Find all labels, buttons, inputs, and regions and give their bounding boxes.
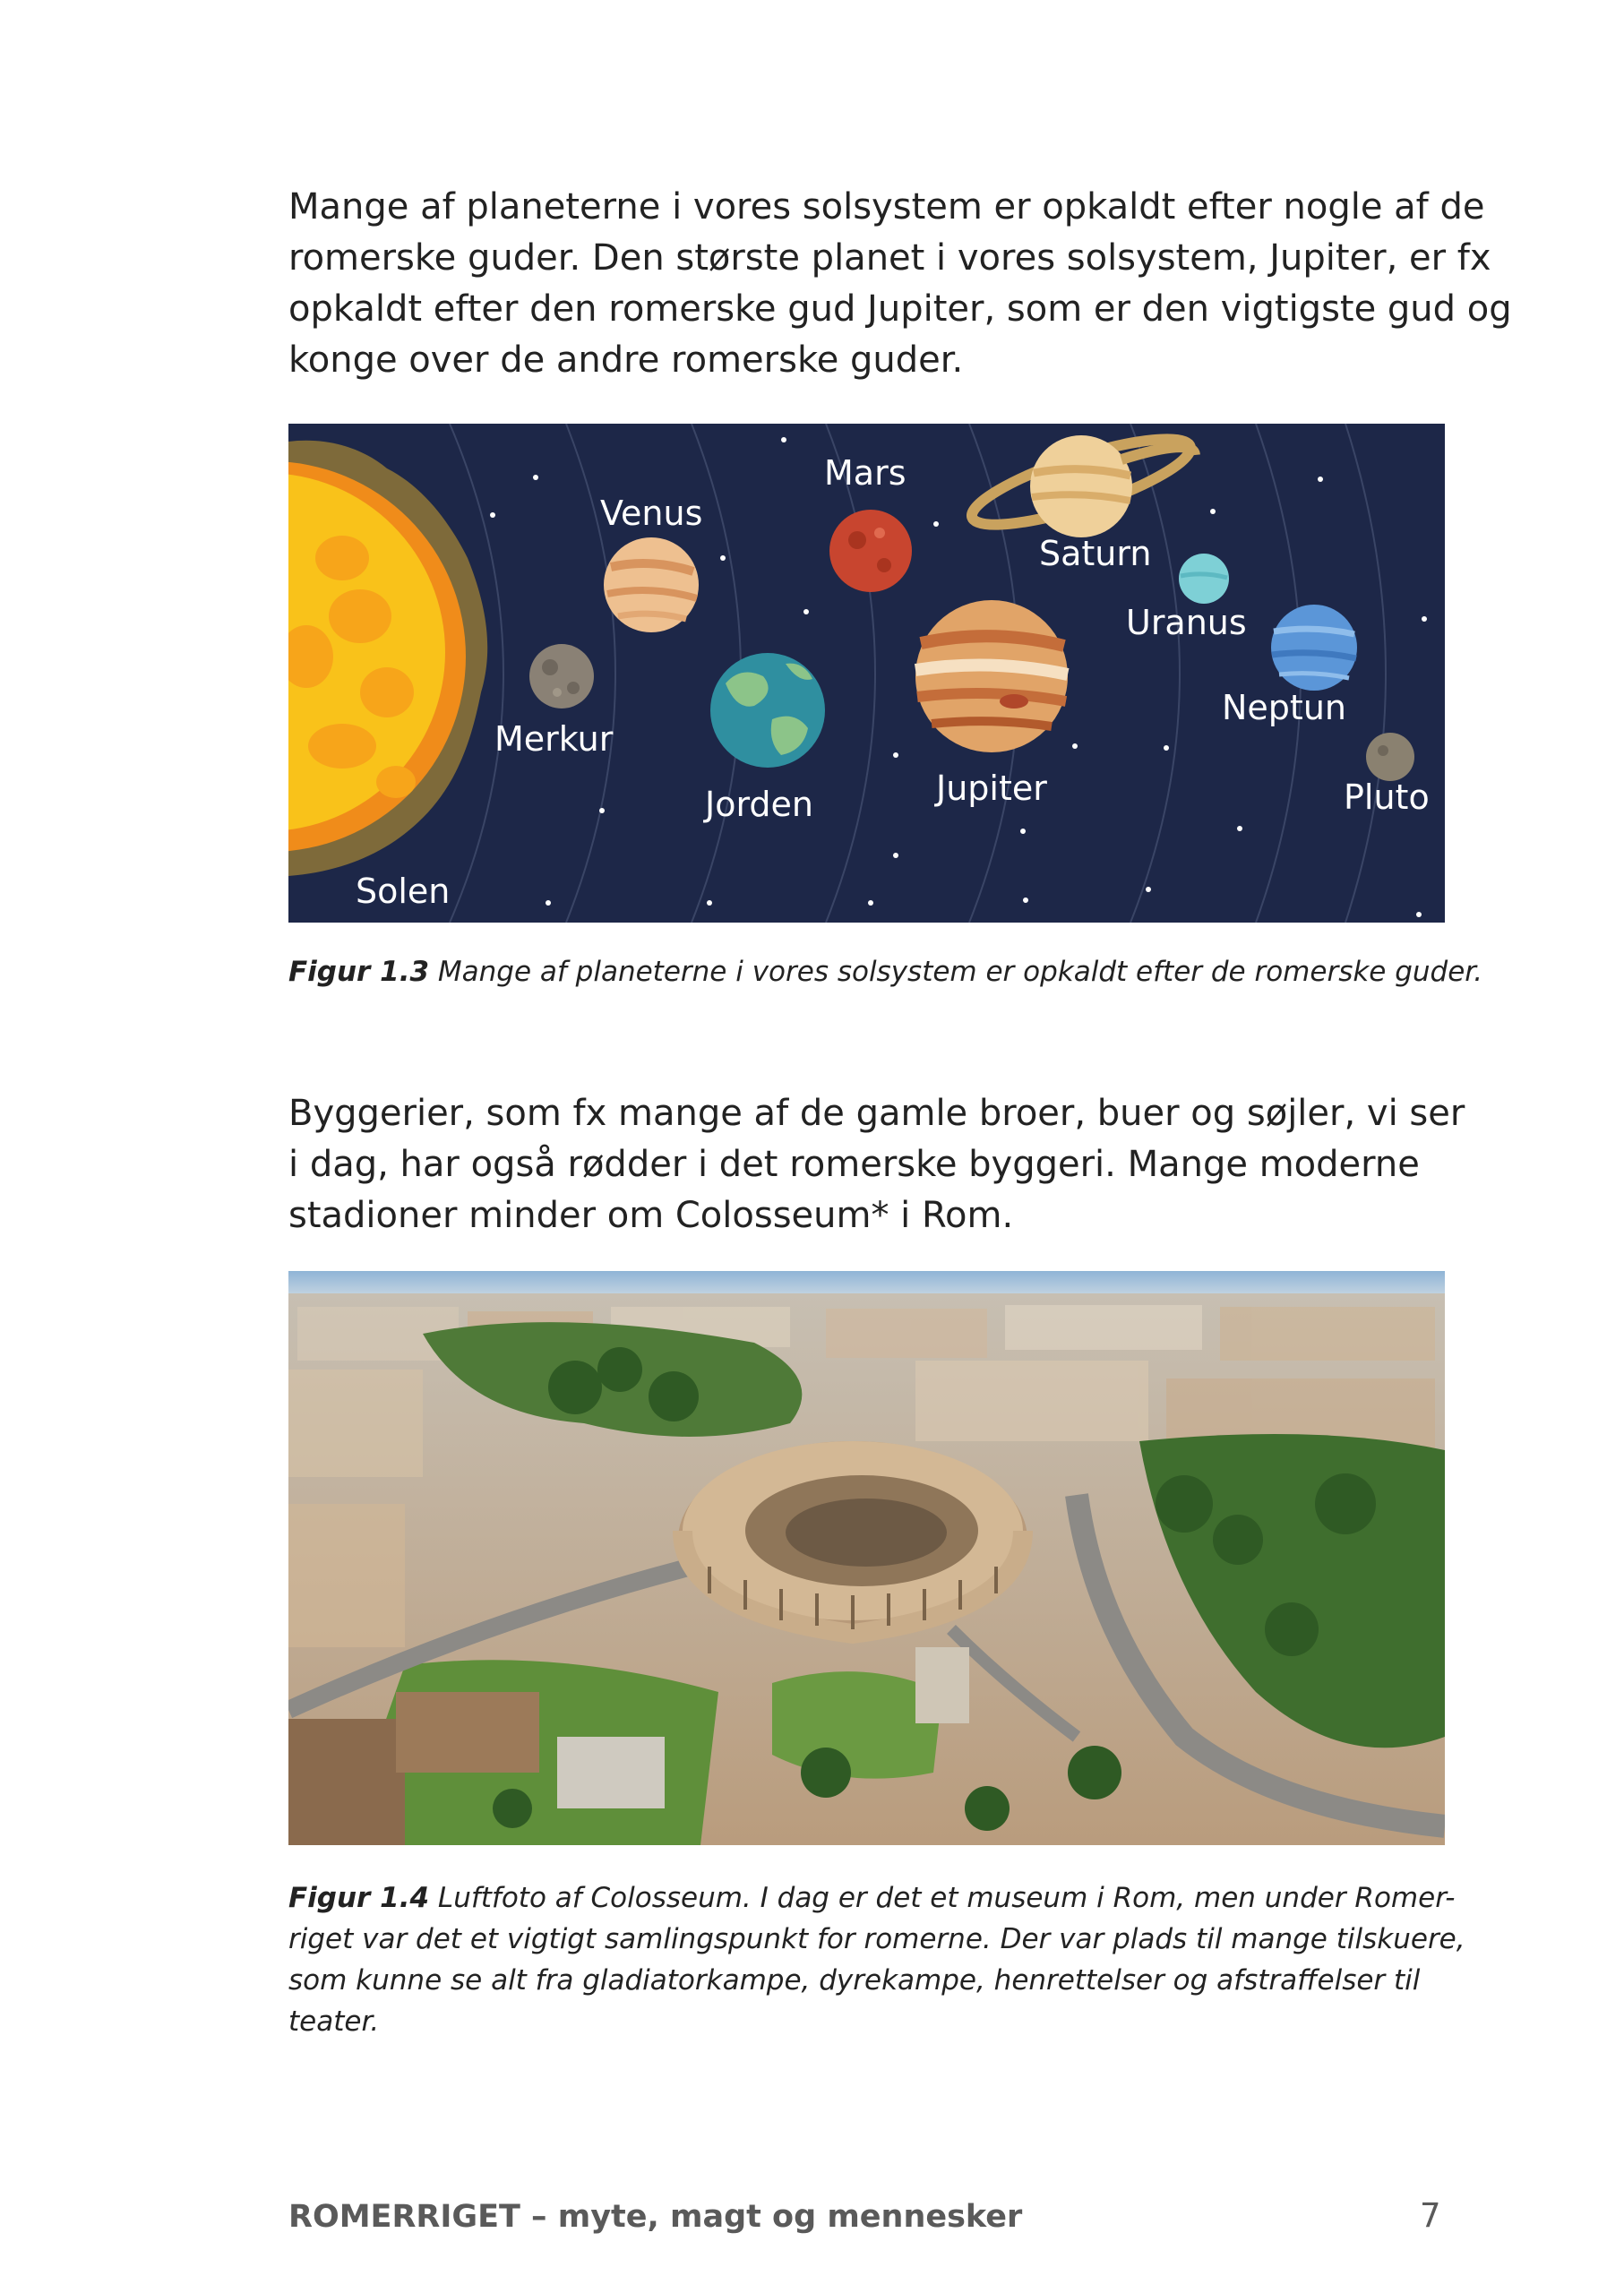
uranus-icon bbox=[1179, 554, 1229, 604]
paragraph-line: Byggerier, som fx mange af de gamle broer, buer og søjler, vi ser bbox=[288, 1093, 1465, 1134]
caption-label: Figur 1.4 bbox=[288, 1882, 430, 1914]
neptune-icon bbox=[1271, 605, 1357, 691]
figure-caption-1-3 bbox=[288, 951, 1483, 992]
label-venus: Venus bbox=[600, 494, 703, 533]
mars-icon bbox=[829, 510, 912, 592]
colosseum-photo-svg bbox=[288, 1271, 1445, 1845]
paragraph-line: stadioner minder om Colosseum* i Rom. bbox=[288, 1195, 1014, 1236]
solar-system-svg bbox=[288, 424, 1445, 923]
venus-icon bbox=[604, 537, 699, 632]
figure-caption-1-4 bbox=[288, 1877, 1465, 2042]
label-pluto: Pluto bbox=[1344, 777, 1430, 817]
label-mars: Mars bbox=[824, 453, 907, 493]
paragraph-line: i dag, har også rødder i det romerske byggeri. Mange moderne bbox=[288, 1144, 1420, 1185]
paragraph-line: konge over de andre romerske guder. bbox=[288, 339, 964, 381]
label-uranus: Uranus bbox=[1126, 603, 1247, 642]
mercury-icon bbox=[529, 644, 594, 709]
colosseum-aerial-photo bbox=[288, 1271, 1445, 1845]
paragraph-line: romerske guder. Den største planet i vores solsystem, Jupiter, er fx bbox=[288, 237, 1491, 279]
colosseum-icon bbox=[678, 1441, 1027, 1638]
pluto-icon bbox=[1366, 733, 1414, 781]
label-sun: Solen bbox=[356, 872, 451, 911]
body-paragraph-buildings bbox=[288, 1088, 1465, 1241]
solar-system-illustration bbox=[288, 424, 1445, 923]
label-mercury: Merkur bbox=[494, 719, 614, 759]
caption-text: riget var det et vigtigt samlingspunkt for romerne. Der var plads til mange tilskuere, bbox=[288, 1923, 1465, 1955]
caption-text: teater. bbox=[288, 2005, 380, 2038]
label-earth: Jorden bbox=[705, 785, 813, 824]
label-saturn: Saturn bbox=[1039, 534, 1152, 573]
arch-icon bbox=[915, 1647, 969, 1723]
earth-icon bbox=[710, 653, 825, 768]
page-number: 7 bbox=[1420, 2196, 1441, 2235]
book-title-footer: ROMERRIGET – myte, magt og mennesker bbox=[288, 2199, 1023, 2235]
caption-text: Luftfoto af Colosseum. I dag er det et museum i Rom, men under Romer- bbox=[429, 1882, 1456, 1914]
paragraph-line: opkaldt efter den romerske gud Jupiter, som er den vigtigste gud og bbox=[288, 288, 1512, 330]
jupiter-icon bbox=[915, 600, 1068, 752]
caption-label: Figur 1.3 bbox=[288, 956, 430, 988]
body-paragraph-planets bbox=[288, 182, 1512, 386]
paragraph-line: Mange af planeterne i vores solsystem er opkaldt efter nogle af de bbox=[288, 186, 1485, 228]
caption-text: Mange af planeterne i vores solsystem er opkaldt efter de romerske guder. bbox=[429, 956, 1483, 988]
caption-text: som kunne se alt fra gladiatorkampe, dyrekampe, henrettelser og afstraffelser til bbox=[288, 1964, 1421, 1997]
label-neptune: Neptun bbox=[1222, 688, 1346, 727]
label-jupiter: Jupiter bbox=[936, 769, 1047, 808]
